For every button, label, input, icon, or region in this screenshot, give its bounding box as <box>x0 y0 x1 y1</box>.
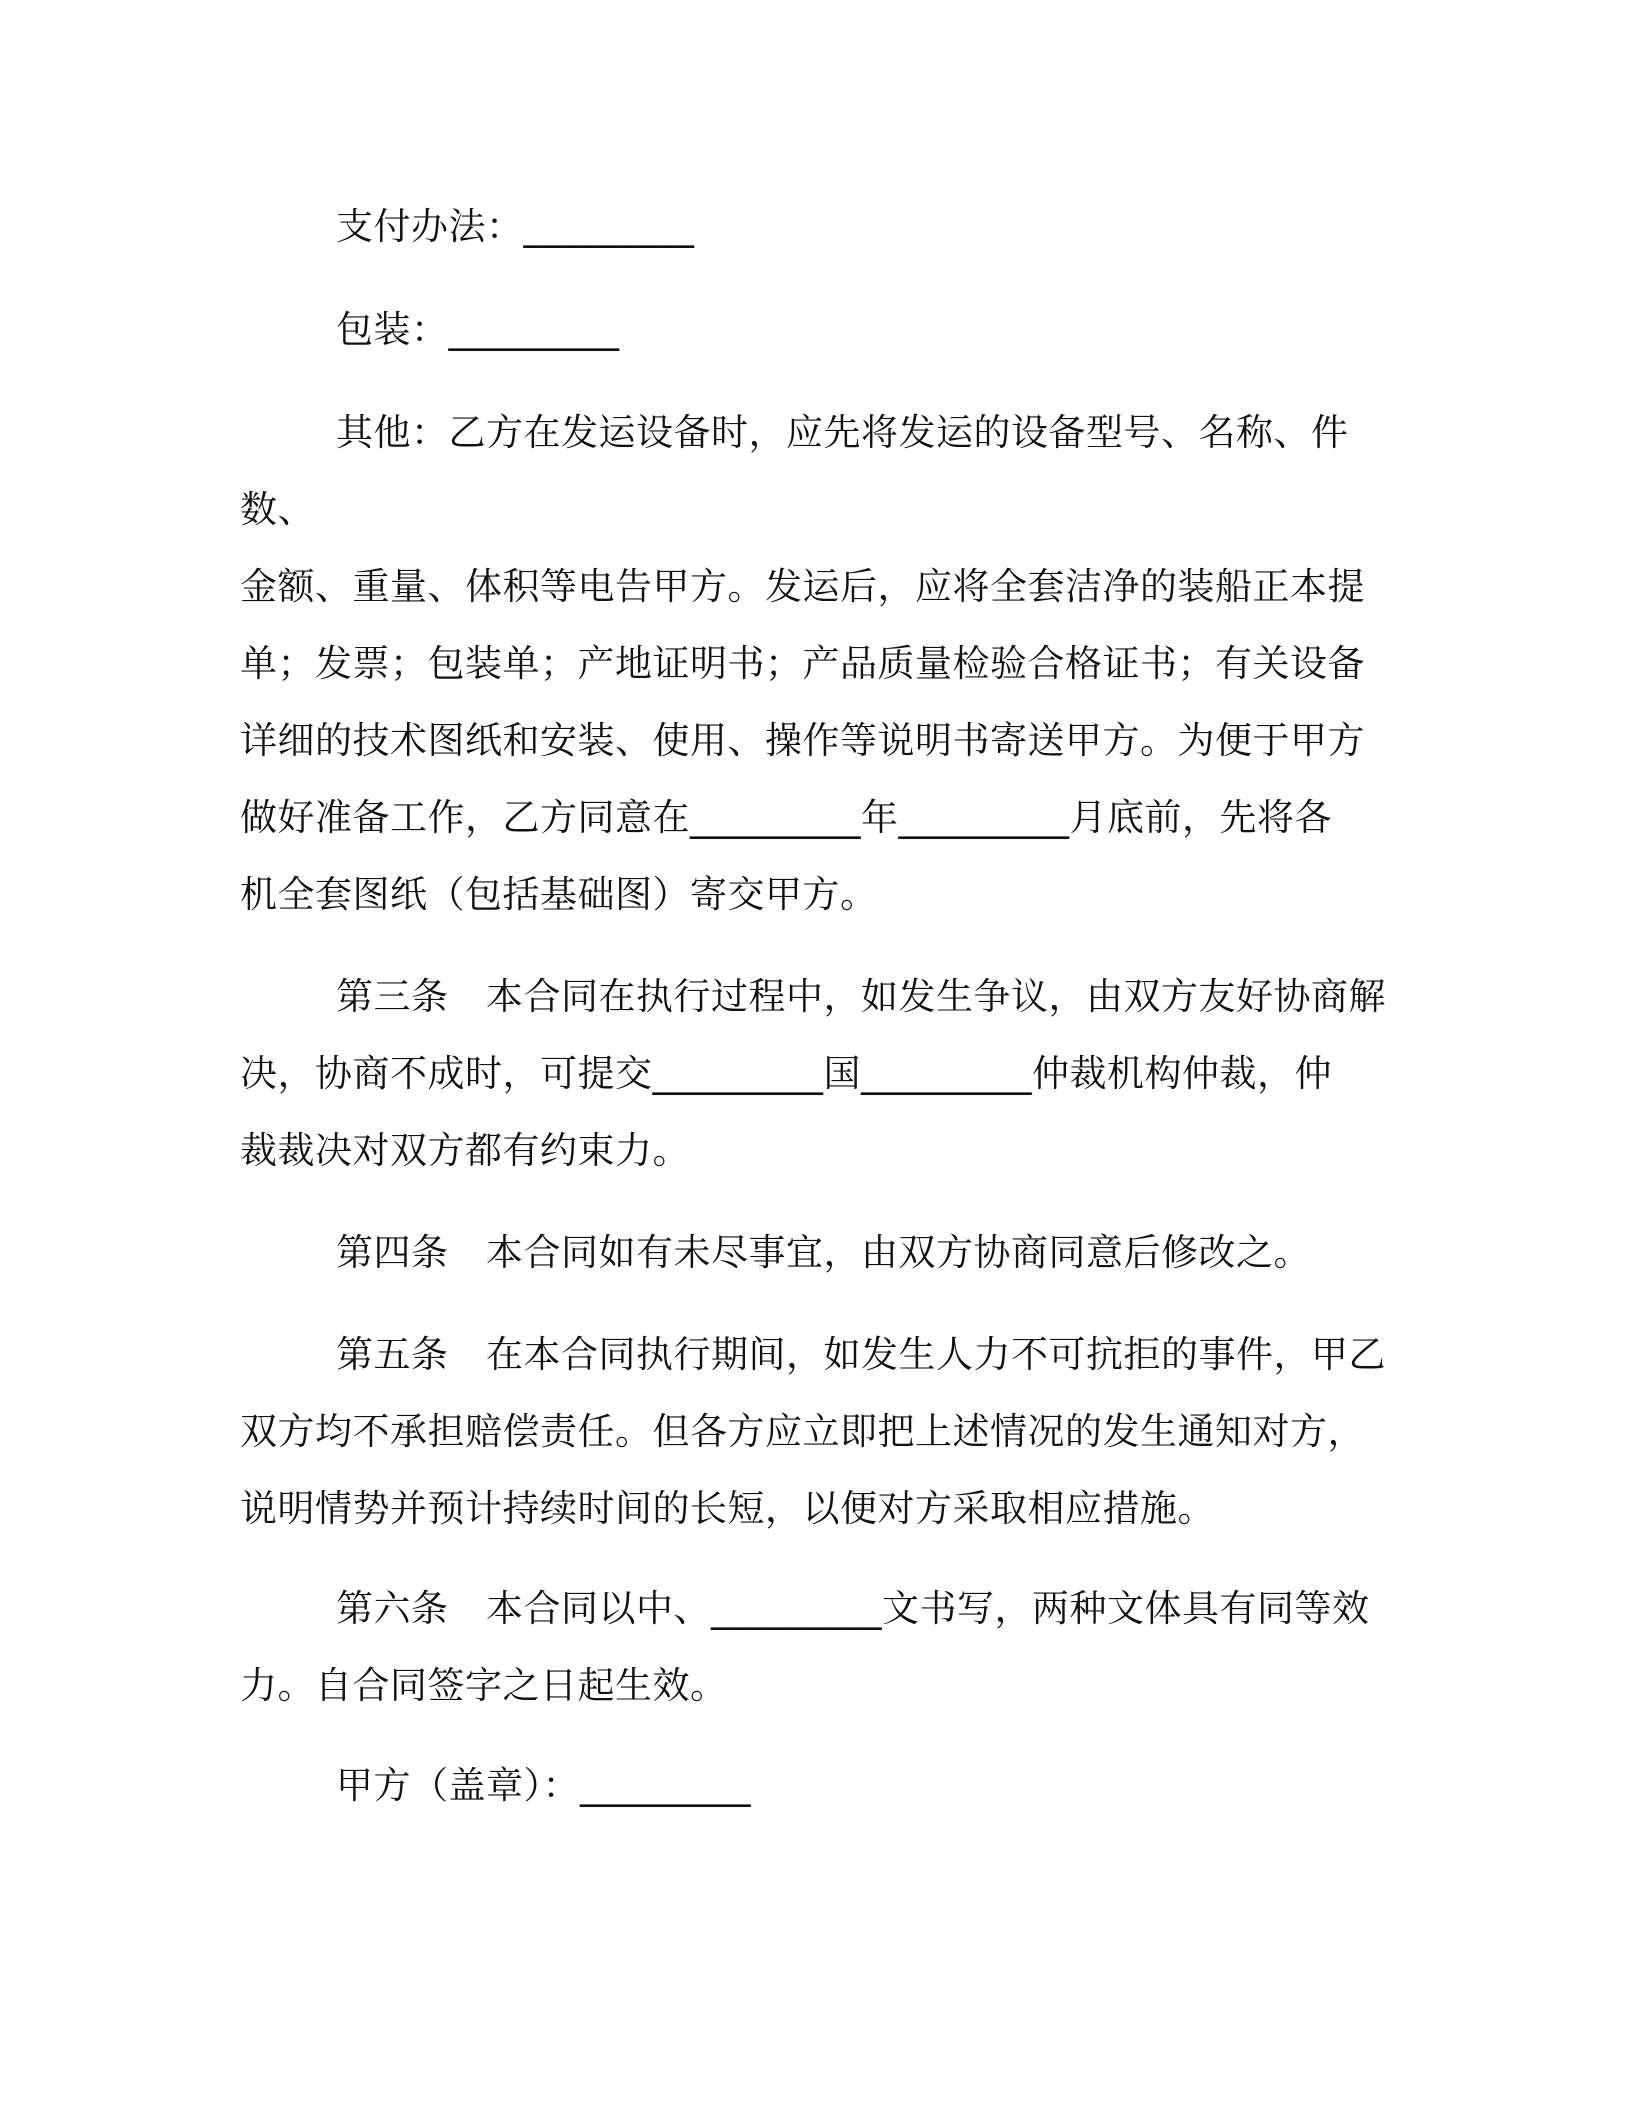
packing-line: 包装：_________ <box>336 308 620 351</box>
article-4-paragraph: 第四条 本合同如有未尽事宜，由双方协商同意后修改之。 <box>336 1231 1311 1274</box>
article-5-paragraph: 第五条 在本合同执行期间，如发生人力不可抗拒的事件，甲乙 双方均不承担赔偿责任。但各方应立即把上述情况的发生通知对方， 说明情势并预计持续时间的长短，以便对方采取相应措施。 <box>240 1333 1386 1530</box>
other-paragraph: 其他：乙方在发运设备时，应先将发运的设备型号、名称、件数、 金额、重量、体积等电告甲方。发运后，应将全套洁净的装船正本提 单；发票；包装单；产地证明书；产品质量检验合格证书；有关设备 详细的技术图纸和安装、使用、操作等说明书寄送甲方。为便于甲方 做好准备工作，乙方同意在_________年_________月底前，先将各 机全套图纸（包括基础图）寄交甲方。 <box>240 411 1365 916</box>
party-a-seal-line: 甲方（盖章）：_________ <box>336 1764 751 1807</box>
article-3-paragraph: 第三条 本合同在执行过程中，如发生争议，由双方友好协商解 决，协商不成时，可提交_________国_________仲裁机构仲裁，仲 裁裁决对双方都有约束力。 <box>240 975 1386 1172</box>
article-6-paragraph: 第六条 本合同以中、_________文书写，两种文体具有同等效 力。自合同签字之日起生效。 <box>240 1587 1370 1707</box>
document-page <box>240 188 1390 1824</box>
payment-method-line: 支付办法：_________ <box>336 205 695 248</box>
